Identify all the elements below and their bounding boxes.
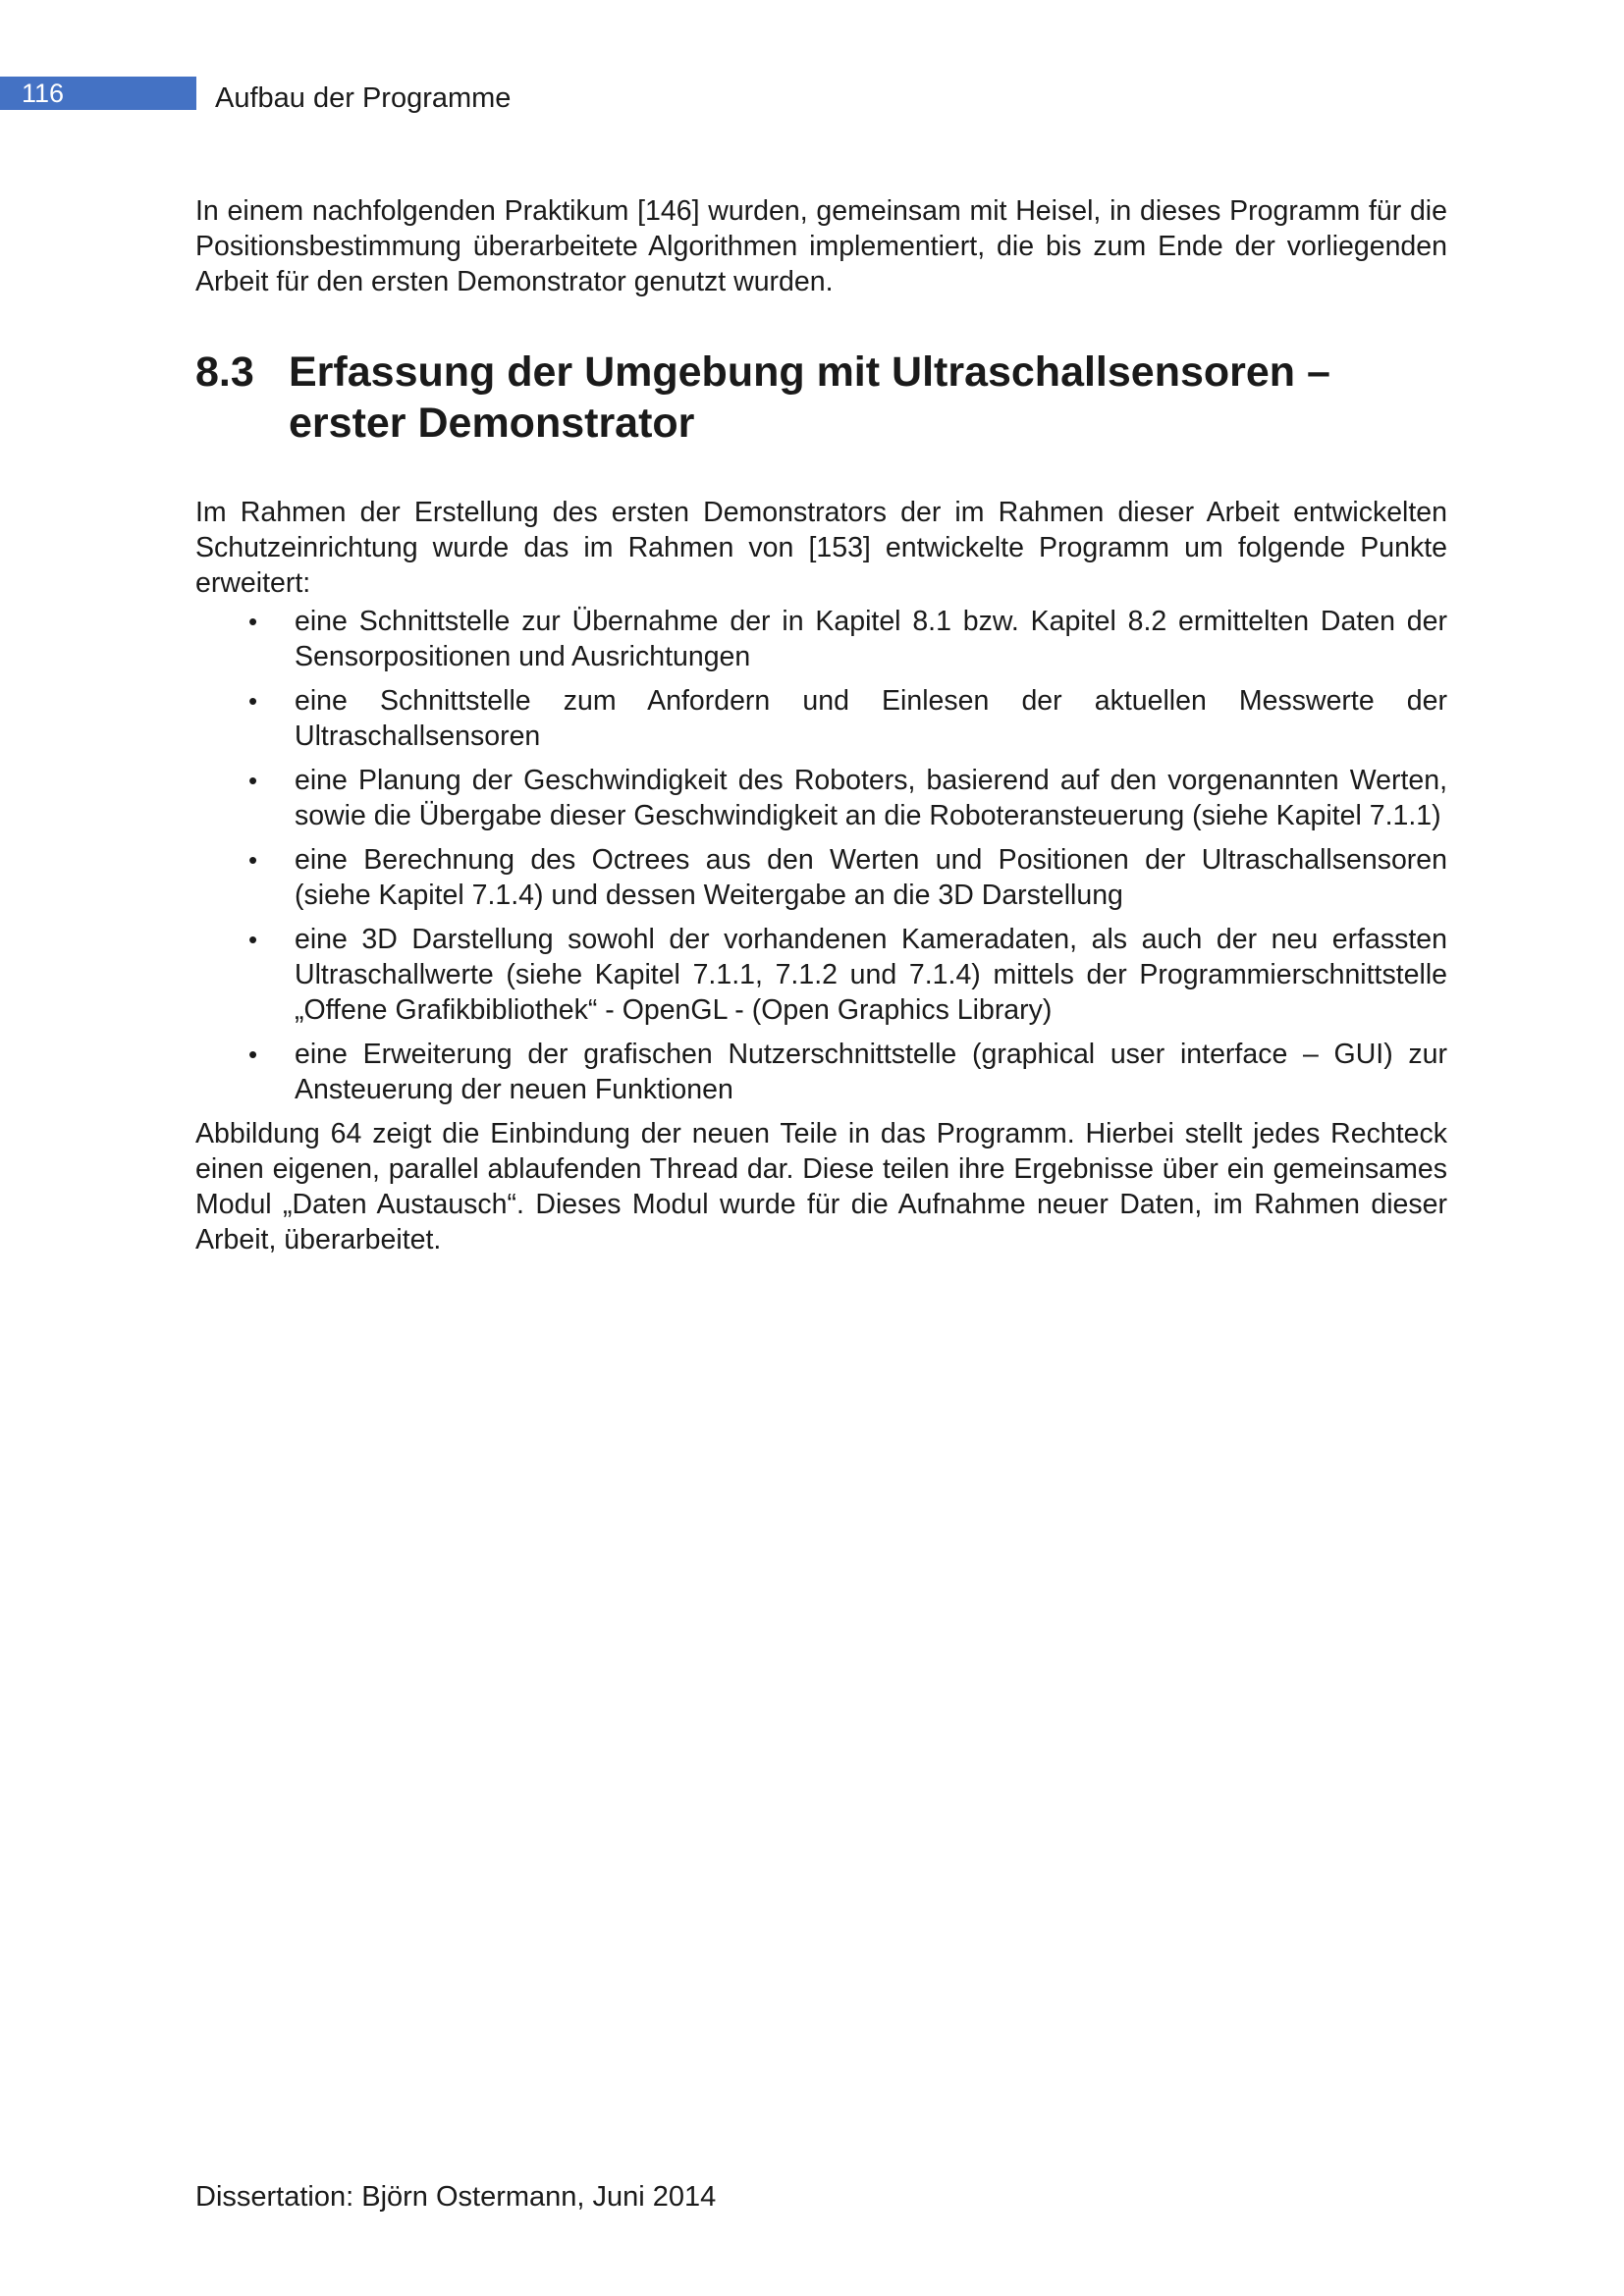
page-body	[195, 193, 1447, 1257]
list-item	[195, 763, 1447, 833]
list-item-text: eine Berechnung des Octrees aus den Werten und Positionen der Ultraschallsensoren (siehe Kapitel 7.1.4) und dessen Weitergabe an die 3D Darstellung	[295, 844, 1447, 911]
section-heading	[195, 347, 1447, 449]
bullet-icon: •	[248, 925, 258, 954]
list-item	[195, 604, 1447, 674]
bullet-icon: •	[248, 607, 258, 636]
running-header-title: Aufbau der Programme	[215, 82, 512, 114]
bullet-icon: •	[248, 845, 258, 875]
intro-paragraph: In einem nachfolgenden Praktikum [146] wurden, gemeinsam mit Heisel, in dieses Programm für die Positionsbestimmung überarbeitete Algorithmen implementiert, die bis zum Ende der vorliegenden Arbeit für den ersten Demonstrator genutzt wurden.	[195, 195, 1447, 297]
page-number: 116	[0, 77, 196, 110]
list-item-text: eine 3D Darstellung sowohl der vorhandenen Kameradaten, als auch der neu erfassten Ultraschallwerte (siehe Kapitel 7.1.1, 7.1.2 und 7.1.4) mittels der Programmierschnittstelle „Offene Grafikbibliothek“ - OpenGL - (Open Graphics Library)	[295, 924, 1447, 1026]
lead-paragraph: Im Rahmen der Erstellung des ersten Demonstrators der im Rahmen dieser Arbeit entwickelten Schutzeinrichtung wurde das im Rahmen von [153] entwickelte Programm um folgende Punkte erweitert:	[195, 497, 1447, 599]
bullet-icon: •	[248, 1040, 258, 1069]
list-item	[195, 683, 1447, 754]
list-item-text: eine Schnittstelle zum Anfordern und Einlesen der aktuellen Messwerte der Ultraschallsensoren	[295, 685, 1447, 752]
section-title: Erfassung der Umgebung mit Ultraschallsensoren – erster Demonstrator	[289, 348, 1330, 447]
list-item	[195, 842, 1447, 913]
list-item-text: eine Schnittstelle zur Übernahme der in Kapitel 8.1 bzw. Kapitel 8.2 ermittelten Daten der Sensorpositionen und Ausrichtungen	[295, 606, 1447, 672]
list-item-text: eine Planung der Geschwindigkeit des Roboters, basierend auf den vorgenannten Werten, sowie die Übergabe dieser Geschwindigkeit an die Roboteransteuerung (siehe Kapitel 7.1.1)	[295, 765, 1447, 831]
feature-list	[195, 604, 1447, 1107]
bullet-icon: •	[248, 686, 258, 716]
list-item-text: eine Erweiterung der grafischen Nutzerschnittstelle (graphical user interface – GUI) zur Ansteuerung der neuen Funktionen	[295, 1039, 1447, 1105]
list-item	[195, 1037, 1447, 1107]
closing-paragraph: Abbildung 64 zeigt die Einbindung der neuen Teile in das Programm. Hierbei stellt jedes Rechteck einen eigenen, parallel ablaufenden Thread dar. Diese teilen ihre Ergebnisse über ein gemeinsames Modul „Daten Austausch“. Dieses Modul wurde für die Aufnahme neuer Daten, im Rahmen dieser Arbeit, überarbeitet.	[195, 1118, 1447, 1255]
section-number: 8.3	[195, 348, 254, 396]
page-footer: Dissertation: Björn Ostermann, Juni 2014	[195, 2181, 717, 2213]
list-item	[195, 922, 1447, 1028]
bullet-icon: •	[248, 766, 258, 795]
